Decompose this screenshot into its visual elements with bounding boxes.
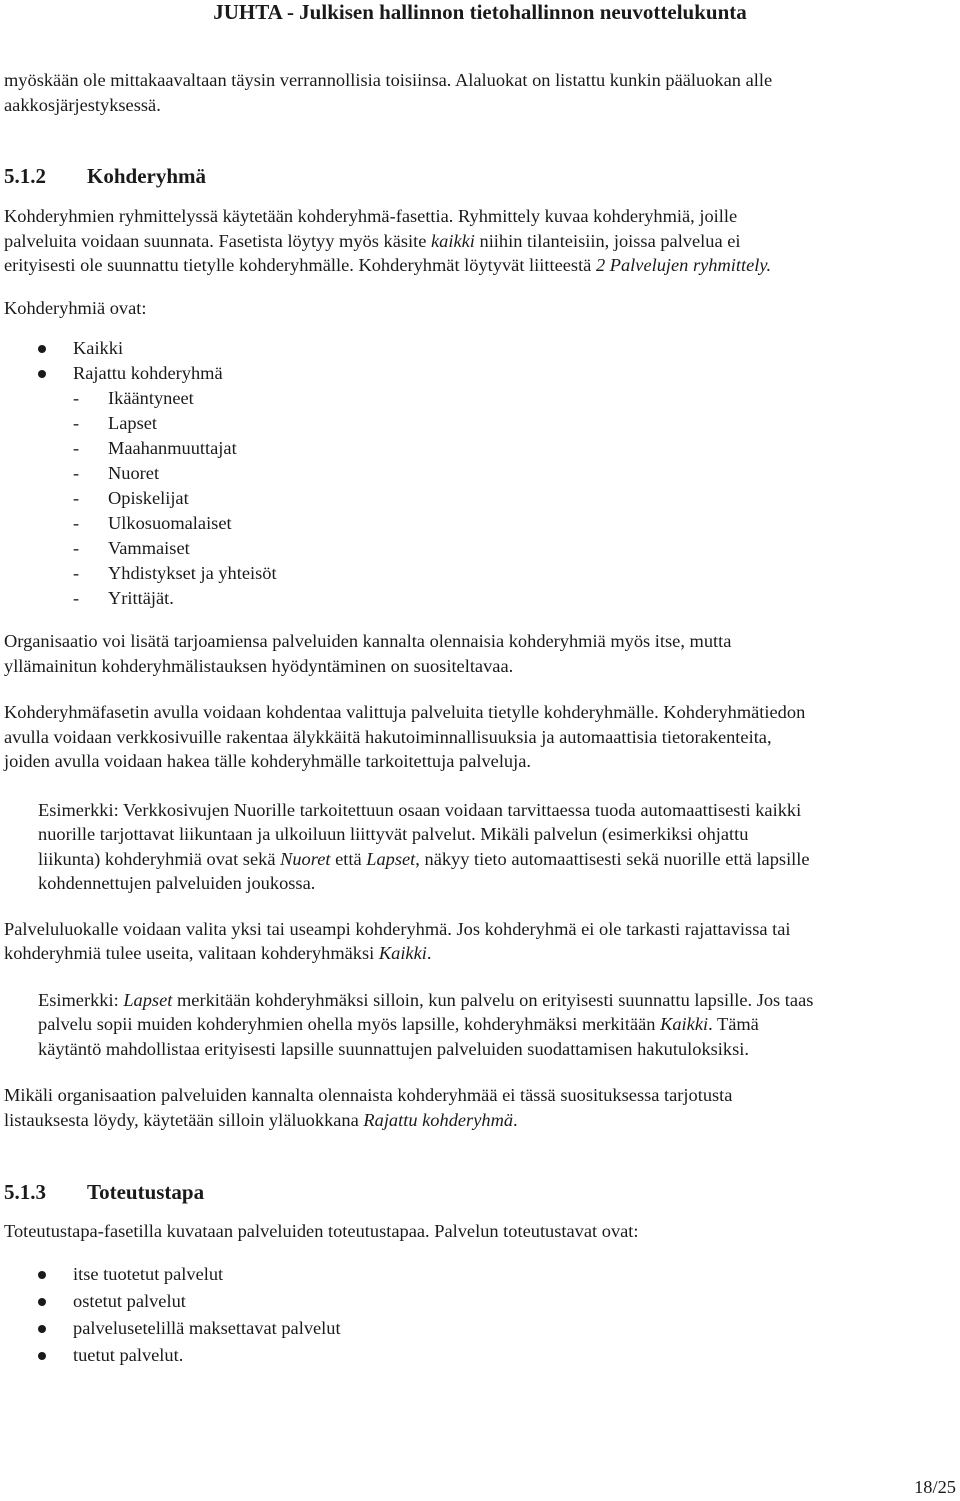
section-title: Toteutustapa bbox=[87, 1180, 205, 1204]
paragraph-line: Kohderyhmien ryhmittelyssä käytetään kohderyhmä-fasettia. Ryhmittely kuvaa kohderyhmiä, joille bbox=[4, 206, 738, 226]
paragraph-line: kohderyhmiä tulee useita, valitaan kohderyhmäksi Kaikki. bbox=[4, 943, 432, 963]
paragraph bbox=[4, 629, 956, 678]
paragraph-line: Mikäli organisaation palveluiden kannalta olennaista kohderyhmää ei tässä suosituksessa tarjotusta bbox=[4, 1085, 733, 1105]
paragraph-line: nuorille tarjottavat liikuntaan ja ulkoiluun liittyvät palvelut. Mikäli palvelun (esimerkiksi ohjattu bbox=[38, 824, 749, 844]
paragraph-line: Kohderyhmäfasetin avulla voidaan kohdentaa valittuja palveluita tietylle kohderyhmälle. Kohderyhmätiedon bbox=[4, 702, 806, 722]
list-intro: Kohderyhmiä ovat: bbox=[4, 297, 147, 318]
bullet-icon bbox=[38, 1352, 46, 1360]
paragraph-line: Palveluluokalle voidaan valita yksi tai useampi kohderyhmä. Jos kohderyhmä ei ole tarkasti rajattavissa tai bbox=[4, 918, 791, 939]
sub-list-item: - Ulkosuomalaiset bbox=[73, 513, 232, 533]
list-item: tuetut palvelut. bbox=[4, 1342, 956, 1369]
section-number: 5.1.3 bbox=[4, 1180, 46, 1204]
example-block bbox=[4, 798, 956, 896]
sub-list-item: - Ikääntyneet bbox=[73, 388, 194, 408]
sub-list-item: - Lapset bbox=[73, 413, 158, 433]
paragraph-line: erityisesti ole suunnattu tietylle kohderyhmälle. Kohderyhmät löytyvät liitteestä 2 Palvelujen ryhmittely. bbox=[4, 255, 772, 275]
bullet-icon bbox=[38, 1325, 46, 1333]
paragraph-line: listauksesta löydy, käytetään silloin yläluokkana Rajattu kohderyhmä. bbox=[4, 1109, 518, 1130]
sub-target-group-list bbox=[4, 386, 956, 611]
paragraph bbox=[4, 700, 956, 774]
paragraph bbox=[4, 1083, 956, 1132]
paragraph-line: palvelu sopii muiden kohderyhmien ohella myös lapsille, kohderyhmäksi merkitään Kaikki. Tämä bbox=[38, 1014, 759, 1034]
target-group-list bbox=[4, 336, 956, 386]
paragraph-line: joiden avulla voidaan hakea tälle kohderyhmälle tarkoitettuja palveluja. bbox=[4, 751, 531, 771]
bullet-icon bbox=[38, 370, 46, 378]
page-number: 18/25 bbox=[914, 1477, 956, 1497]
page-header: JUHTA - Julkisen hallinnon tietohallinnon neuvottelukunta bbox=[213, 0, 747, 24]
paragraph-line: käytäntö mahdollistaa erityisesti lapsille suunnattujen palveluiden suodattamisen hakutuloksiksi. bbox=[38, 1038, 749, 1059]
section-heading-513 bbox=[4, 1180, 956, 1204]
paragraph-line: avulla voidaan verkkosivuille rakentaa älykkäitä hakutoiminnallisuuksia ja automaattisia tietorakenteita, bbox=[4, 726, 772, 747]
list-item: palvelusetelillä maksettavat palvelut bbox=[4, 1315, 956, 1342]
sub-list-item: - Opiskelijat bbox=[73, 488, 189, 508]
list-item: Kaikki bbox=[4, 336, 956, 361]
paragraph bbox=[4, 204, 956, 278]
list-item: itse tuotetut palvelut bbox=[4, 1261, 956, 1288]
paragraph-line: Esimerkki: Verkkosivujen Nuorille tarkoitettuun osaan voidaan tarvittaessa tuoda automaattisesti kaikki bbox=[38, 799, 802, 820]
paragraph-line: yllämainitun kohderyhmälistauksen hyödyntäminen on suositeltavaa. bbox=[4, 655, 514, 676]
list-item: ostetut palvelut bbox=[4, 1288, 956, 1315]
sub-list-item: - Maahanmuuttajat bbox=[73, 438, 237, 458]
paragraph bbox=[4, 917, 956, 966]
paragraph-line: palveluita voidaan suunnata. Fasetista löytyy myös käsite kaikki niihin tilanteisiin, joissa palvelua ei bbox=[4, 230, 741, 251]
intro-line-1: myöskään ole mittakaavaltaan täysin verrannollisia toisiinsa. Alaluokat on listattu kunkin pääluokan alle bbox=[4, 70, 773, 90]
sub-list-item: - Yhdistykset ja yhteisöt bbox=[73, 563, 277, 583]
paragraph-line: Esimerkki: Lapset merkitään kohderyhmäksi silloin, kun palvelu on erityisesti suunnattu lapsille. Jos taas bbox=[38, 989, 814, 1010]
sub-list-item: - Vammaiset bbox=[73, 538, 190, 558]
example-block bbox=[4, 988, 956, 1062]
bullet-icon bbox=[38, 345, 46, 353]
intro-line-2: aakkosjärjestyksessä. bbox=[4, 94, 161, 115]
section-title: Kohderyhmä bbox=[87, 164, 207, 188]
document-body bbox=[4, 68, 956, 1369]
bullet-icon bbox=[38, 1271, 46, 1279]
list-item: Rajattu kohderyhmä bbox=[4, 361, 956, 386]
bullet-icon bbox=[38, 1298, 46, 1306]
paragraph-line: liikunta) kohderyhmiä ovat sekä Nuoret että Lapset, näkyy tieto automaattisesti sekä nuorille että lapsille bbox=[38, 848, 810, 869]
section-heading-512 bbox=[4, 164, 956, 188]
paragraph-line: Organisaatio voi lisätä tarjoamiensa palveluiden kannalta olennaisia kohderyhmiä myös itse, mutta bbox=[4, 631, 732, 651]
paragraph-line: kohdennettujen palveluiden joukossa. bbox=[38, 873, 316, 893]
implementation-list bbox=[4, 1261, 956, 1369]
section-number: 5.1.2 bbox=[4, 164, 46, 188]
sub-list-item: - Nuoret bbox=[73, 463, 160, 483]
sub-list-item: - Yrittäjät. bbox=[73, 588, 174, 608]
list-intro: Toteutustapa-fasetilla kuvataan palveluiden toteutustapaa. Palvelun toteutustavat ovat: bbox=[4, 1221, 639, 1241]
